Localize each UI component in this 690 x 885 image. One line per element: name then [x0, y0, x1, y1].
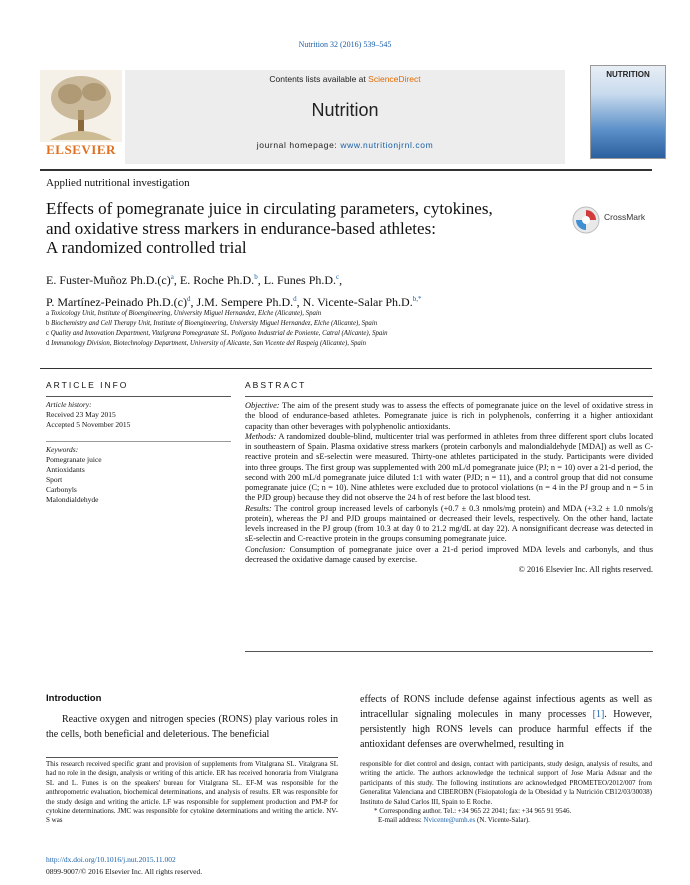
abstract-bottom-rule — [245, 651, 653, 652]
elsevier-wordmark: ELSEVIER — [46, 142, 116, 157]
affiliation-list — [46, 309, 646, 349]
crossmark-icon[interactable] — [572, 206, 600, 239]
corresponding-author: * Corresponding author. Tel.: +34 965 22 2041; fax: +34 965 91 9546. — [374, 807, 572, 816]
author-name[interactable]: J.M. Sempere Ph.D. — [196, 295, 294, 309]
funding-footnote: This research received specific grant and provision of supplements from Vitalgrana SL. Vitalgrana SL had no role in the design, analysis or writing of this article. ER has received honoraria from Vitalgrana SL and L. Funes is on the speakers' bureau for Vitalgrana SL. EF-M was responsible for the anthropometric evaluation, biochemical determinations, and analysis of results. ER was responsible for the study design and writing the article. LF was responsible for supplement production and PM-P for cytokine determinations. JMC was responsible for cytokine determinations and writing the article. NV-S was — [46, 760, 338, 825]
keywords-rule — [46, 441, 231, 442]
abstract-heading: ABSTRACT — [245, 380, 307, 390]
info-divider — [40, 368, 652, 369]
author-name[interactable]: E. Roche Ph.D. — [179, 273, 255, 287]
author-name[interactable]: E. Fuster-Muñoz Ph.D.(c) — [46, 273, 171, 287]
header-divider — [40, 169, 652, 171]
journal-cover-image — [590, 65, 666, 159]
affiliation-item: c Quality and Innovation Department, Vitalgrana Pomegranate SL. Polígono Industrial de Poniente, Catral (Alicante), Spain — [46, 330, 388, 337]
author-name[interactable]: L. Funes Ph.D. — [263, 273, 337, 287]
introduction-paragraph-continued: effects of RONS include defense against infectious agents as well as intracellular signaling molecules in many processes [1]. However, persistently high RONS levels can produce harmful effects if the antioxidant defenses are overwhelmed, resulting in — [360, 694, 653, 750]
email-link[interactable]: Nvicente@umh.es — [423, 816, 476, 825]
abstract-results: Results: The control group increased levels of carbonyls (+0.7 ± 0.3 nmols/mg protein) and MDA (+3.2 ± 1.0 nmols/g protein), whereas the PJ and PJD groups maintained or decreased their levels, respectively. On the other hand, lactate levels increased in the PJ group (from 10.3 at day 0 to 21.2 mg/dL at day 22). A nonsignificant decrease was detected in sE-selectin and C-reactive protein in the groups consuming pomegranate juice. — [245, 503, 653, 544]
keyword: Antioxidants — [46, 465, 85, 474]
footnote-divider — [46, 757, 338, 758]
journal-name: Nutrition — [311, 100, 379, 120]
journal-homepage-line: journal homepage: www.nutritionjrnl.com — [256, 140, 434, 150]
abstract-rule — [245, 396, 653, 397]
abstract-copyright: © 2016 Elsevier Inc. All rights reserved. — [518, 565, 653, 574]
abstract-methods: Methods: A randomized double-blind, multicenter trial was performed in athletes from three different sport clubs located in southeastern of Spain. Plasma oxidative stress markers (protein carbonyls and malondialdehyde [MDA]) as well as C-reactive protein and sE-selectin were measured. Thirty-one athletes participated in the study. Participants were divided into three groups. The first group was supplemented with 200 mL/d pomegranate juice (PJ; n = 10) over a 21-d period, the second with 200 mL/d pomegranate juice diluted 1:1 with water (PJD; n = 11), and a control group that did not consume pomegranate juice (C; n = 10). Nine athletes were excluded due to protocol violations (n = 4 in the PJ group and n = 5 in the PJD group) because they did not observe the 24 h of rest before the last blood test. — [245, 431, 653, 503]
abstract-body — [245, 401, 653, 575]
email-line: E-mail address: Nvicente@umh.es (N. Vicente-Salar). — [378, 816, 530, 825]
abstract-conclusion: Conclusion: Consumption of pomegranate juice over a 21-d period improved MDA levels and carbonyls, and thus decreased the oxidative damage caused by exercise. — [245, 544, 654, 564]
cover-title: NUTRITION — [606, 70, 650, 79]
funding-footnote-continued: responsible for diet control and design, contact with participants, study design, analysis of results, and writing the article. The authors acknowledge the technical support of Jose Maria Adsuar and the participants of this study. The following institutions are acknowledged PROMETEO/2012/007 from Generalitat Valenciana and CIBEROBN (Fisiopatología de la Obesidad y la Nutrición CB12/03/30038) Instituto de Salud Carlos III, Spain to E Roche. * Corresponding author. Tel.: +34 965 22 2041; fax: +34 965 91 9546. E-mail address: Nvicente@umh.es (N. Vicente-Salar). — [360, 760, 652, 825]
affiliation-item: a Toxicology Unit, Institute of Bioengineering, University Miguel Hernandez, Elche (Alicante), Spain — [46, 310, 322, 317]
keyword: Sport — [46, 475, 63, 484]
reference-link[interactable]: [1] — [592, 709, 605, 720]
issn-copyright: 0899-9007/© 2016 Elsevier Inc. All rights reserved. — [46, 867, 203, 876]
article-info-heading: ARTICLE INFO — [46, 380, 129, 390]
journal-header-banner — [125, 70, 565, 164]
introduction-paragraph: Reactive oxygen and nitrogen species (RONS) play various roles in the cells, both beneficial and deleterious. The beneficial — [46, 714, 338, 740]
crossmark-label[interactable]: CrossMark — [604, 212, 646, 222]
keyword: Malondialdehyde — [46, 495, 99, 504]
sciencedirect-link[interactable]: ScienceDirect — [368, 74, 421, 84]
received-date: Received 23 May 2015 — [46, 410, 116, 419]
affiliation-item: d Immunology Division, Biotechnology Department, University of Alicante, San Vicente del Raspeig (Alicante), Spain — [46, 340, 367, 347]
keyword: Carbonyls — [46, 485, 77, 494]
author-name[interactable]: P. Martínez-Peinado Ph.D.(c) — [46, 295, 187, 309]
affiliation-item: b Biochemistry and Cell Therapy Unit, Institute of Bioengineering, University Miguel Hernandez, Elche (Alicante), Spain — [46, 320, 378, 327]
introduction-heading: Introduction — [46, 693, 102, 704]
article-section: Applied nutritional investigation — [46, 177, 190, 189]
article-history: Article history: Received 23 May 2015 Accepted 5 November 2015 — [46, 400, 131, 429]
journal-homepage-link[interactable]: www.nutritionjrnl.com — [340, 140, 434, 150]
article-title: Effects of pomegranate juice in circulating parameters, cytokines, and oxidative stress markers in endurance-based athletes: A randomized controlled trial — [46, 199, 493, 257]
author-list: E. Fuster-Muñoz $Ph.D.(c)^a$, E. Roche Ph.D.$^b$, L. Funes Ph.D.$^c$, P. Martínez-Peinado $Ph.D.(c)^d$, J.M. Sempere Ph.D.$^d$, N. Vicente-Salar Ph.D.$^{b,*}$ — [46, 273, 422, 309]
keywords-list: Keywords: Pomegranate juice Antioxidants Sport Carbonyls Malondialdehyde — [46, 445, 102, 504]
abstract-objective: Objective: The aim of the present study was to assess the effects of pomegranate juice on the level of oxidative stress in the blood of endurance-based athletes. Pomegranate juice is rich in polyphenols, conferring it a higher antioxidant capacity than other beverages with polyphenolic antioxidants. — [245, 401, 653, 431]
doi-link[interactable]: http://dx.doi.org/10.1016/j.nut.2015.11.002 — [46, 855, 176, 864]
accepted-date: Accepted 5 November 2015 — [46, 420, 131, 429]
author-name[interactable]: N. Vicente-Salar Ph.D. — [302, 295, 413, 309]
contents-line: Contents lists available at ScienceDirect — [269, 74, 421, 84]
article-info-rule — [46, 396, 231, 397]
keyword: Pomegranate juice — [46, 455, 102, 464]
journal-citation[interactable]: Nutrition 32 (2016) 539–545 — [298, 40, 392, 49]
